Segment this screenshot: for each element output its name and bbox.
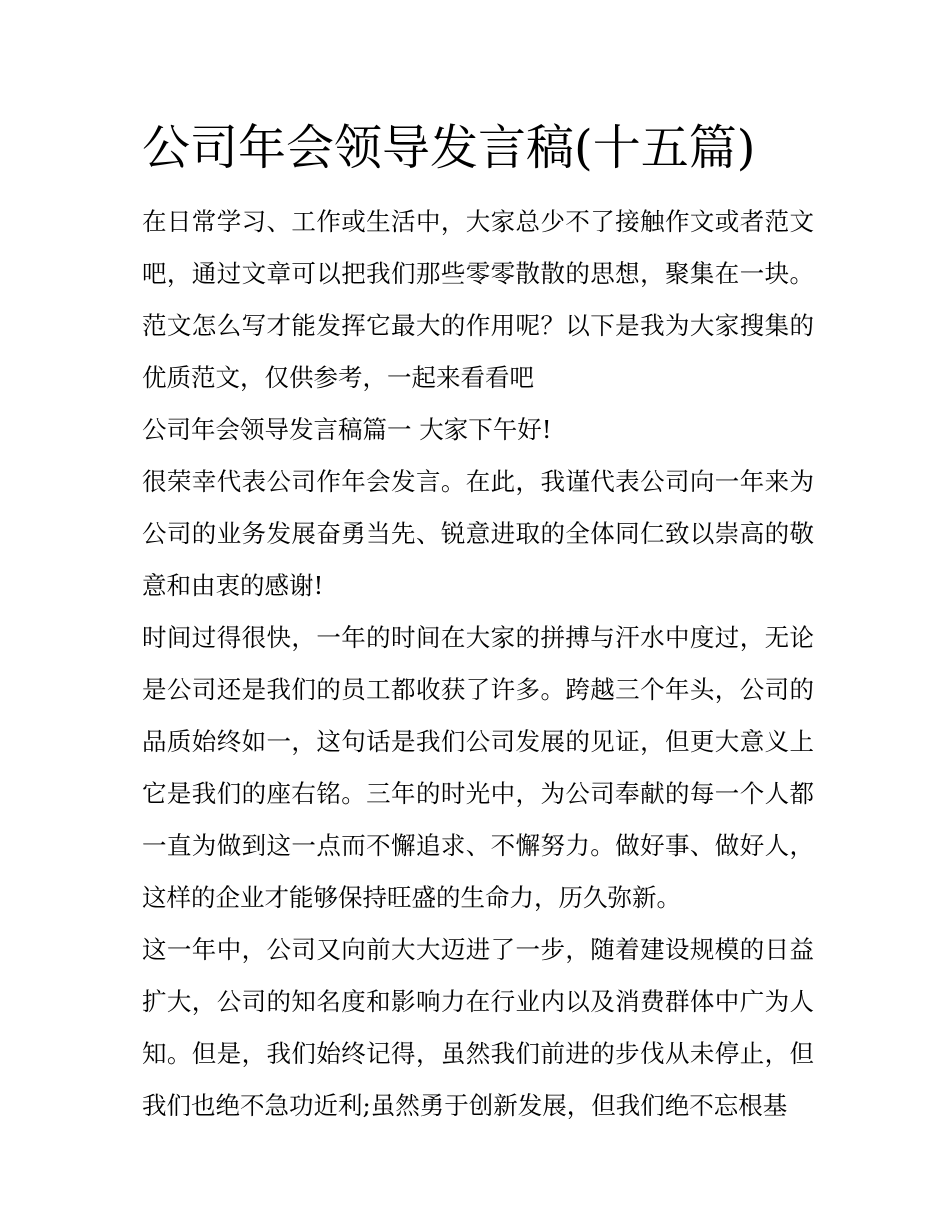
paragraph-thanks: 很荣幸代表公司作年会发言。在此，我谨代表公司向一年来为公司的业务发展奋勇当先、锐意进取的全体同仁致以崇高的敬意和由衷的感谢! [142,467,814,600]
paragraph-intro: 在日常学习、工作或生活中，大家总少不了接触作文或者范文吧，通过文章可以把我们那些零零散散的思想，聚集在一块。范文怎么写才能发挥它最大的作用呢？以下是我为大家搜集的优质范文，仅供参考，一起来看看吧 [142,207,814,392]
paragraph-review: 时间过得很快，一年的时间在大家的拼搏与汗水中度过，无论是公司还是我们的员工都收获了许多。跨越三个年头，公司的品质始终如一，这句话是我们公司发展的见证，但更大意义上它是我们的座右铭。三年的时光中，为公司奉献的每一个人都一直为做到这一点而不懈追求、不懈努力。做好事、做好人，这样的企业才能够保持旺盛的生命力，历久弥新。 [142,623,814,912]
document-title: 公司年会领导发言稿(十五篇) [142,120,756,176]
paragraph-greeting: 公司年会领导发言稿篇一 大家下午好! [142,415,552,444]
document-body [142,196,814,1132]
paragraph-progress: 这一年中，公司又向前大大迈进了一步，随着建设规模的日益扩大，公司的知名度和影响力在行业内以及消费群体中广为人知。但是，我们始终记得，虽然我们前进的步伐从未停止，但我们也绝不急功近利;虽然勇于创新发展，但我们绝不忘根基 [142,935,814,1120]
